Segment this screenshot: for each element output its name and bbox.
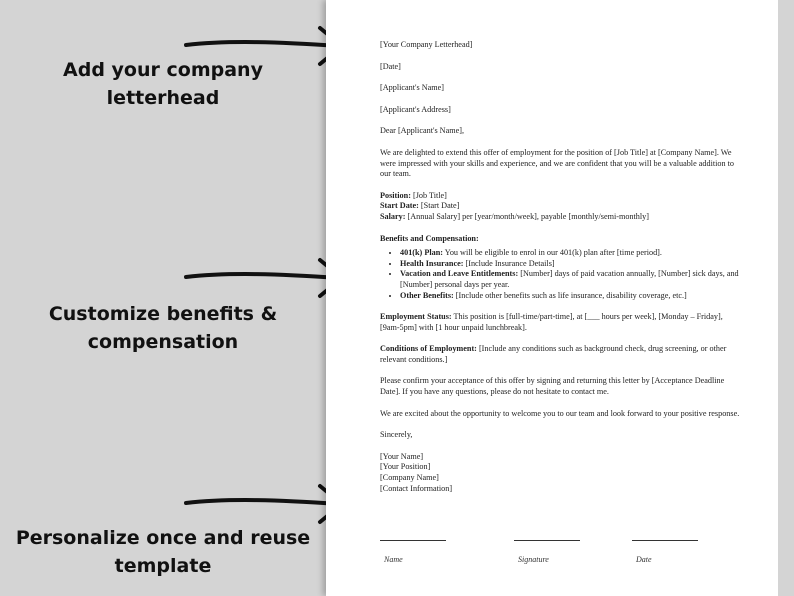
closing: Sincerely, [380,430,413,440]
callout-benefits: Customize benefits & compensation [48,303,278,353]
letterhead: [Your Company Letterhead] [380,40,473,49]
applicant-name: [Applicant's Name] [380,83,444,93]
signature-row [380,540,700,570]
benefits-list [380,248,740,301]
letter-body [380,40,740,494]
contact-information: [Contact Information] [380,483,453,493]
your-position: [Your Position] [380,462,431,472]
list-item: • Other Benefits: [Include other benefits such as life insurance, disability coverage, etc.] [400,291,740,302]
start-date-line: Start Date: [Start Date] [380,201,460,211]
name-field[interactable]: Name [380,540,446,564]
salary-line: Salary: [Annual Salary] per [year/month/week], payable [monthly/semi-monthly] [380,211,649,221]
arrow-right-icon [180,252,350,302]
company-name: [Company Name] [380,473,439,483]
date-field[interactable]: Date [632,540,698,564]
date: [Date] [380,61,401,71]
confirm-paragraph: Please confirm your acceptance of this offer by signing and returning this letter by [Acceptance Deadline Date]. If you have any questions, please do not hesitate to contact me. [380,376,725,397]
salutation: Dear [Applicant's Name], [380,126,464,136]
callout-personalize: Personalize once and reuse template [15,527,311,577]
employment-status: Employment Status: This position is [full-time/part-time], at [___ hours per week], [Monday – Friday], [9am-5pm] with [1 hour unpaid lunchbreak]. [380,312,723,332]
conditions-of-employment: Conditions of Employment: [Include any conditions such as background check, drug screening, or other relevant conditions.] [380,344,727,364]
right-margin [778,0,794,596]
benefits-heading: Benefits and Compensation: [380,233,479,243]
list-item: • 401(k) Plan: You will be eligible to enrol in our 401(k) plan after [time period]. [400,248,740,259]
signature-field[interactable]: Signature [514,540,580,564]
letter-page [326,0,778,596]
arrow-right-icon [180,20,350,70]
your-name: [Your Name] [380,451,424,461]
position-line: Position: [Job Title] [380,190,447,200]
list-item: • Health Insurance: [Include Insurance Details] [400,259,740,270]
intro-paragraph: We are delighted to extend this offer of employment for the position of [Job Title] at [Company Name]. We were impressed with your skills and experience, and we are confident that you will be a valuable addition to our team. [380,147,734,179]
excited-paragraph: We are excited about the opportunity to welcome you to our team and look forward to your positive response. [380,408,740,418]
applicant-address: [Applicant's Address] [380,104,451,114]
list-item: • Vacation and Leave Entitlements: [Number] days of paid vacation annually, [Number] sick days, and [Number] personal days per year. [400,269,740,290]
arrow-right-icon [180,478,350,528]
callout-letterhead: Add your company letterhead [63,59,263,109]
